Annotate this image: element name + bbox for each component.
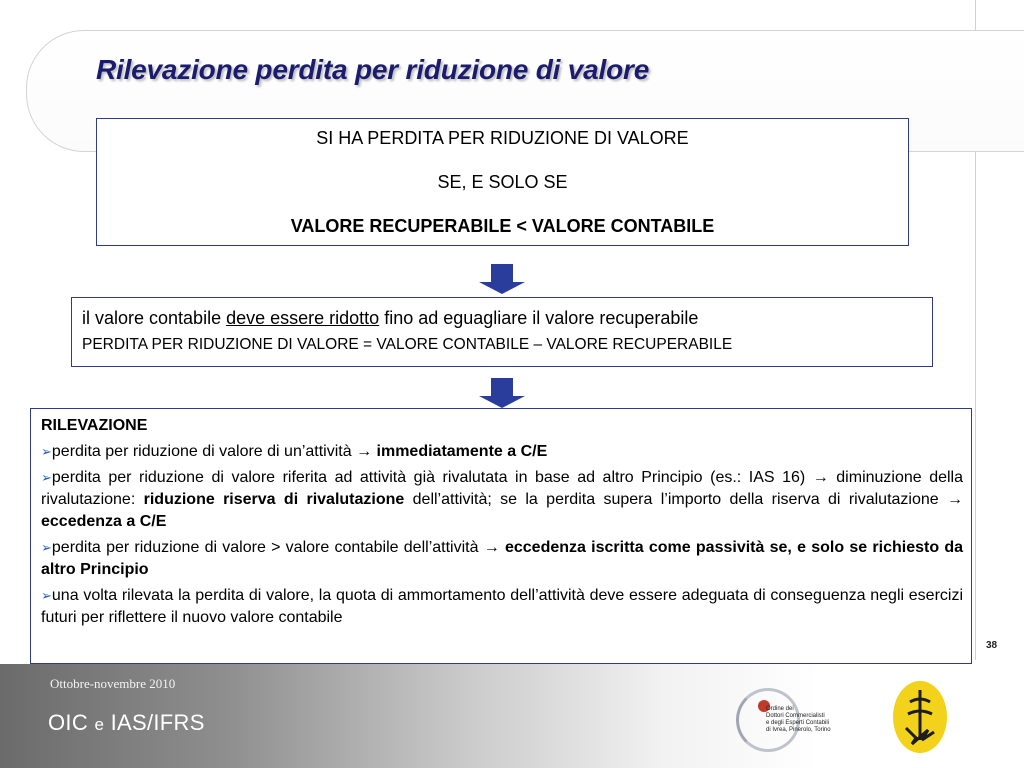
footer-brand-e: e xyxy=(94,715,105,734)
bullet-arrow-icon: ➢ xyxy=(41,470,52,485)
reduction-sentence xyxy=(82,306,932,330)
footer-brand-oic: OIC xyxy=(48,710,95,735)
right-arrow-icon: → xyxy=(483,539,505,556)
reduction-sentence-end: fino ad eguagliare il valore recuperabile xyxy=(379,308,699,328)
emblem-logo-icon xyxy=(892,680,948,754)
condition-line-2: SE, E SOLO SE xyxy=(437,172,568,192)
footer-brand xyxy=(48,710,205,736)
point-2-mid: diminuzione della rivalutazione: xyxy=(41,469,964,508)
recognition-box xyxy=(30,408,972,664)
bullet-arrow-icon: ➢ xyxy=(41,444,52,459)
point-2-bold-2: eccedenza a C/E xyxy=(41,513,167,530)
page-number: 38 xyxy=(986,640,998,651)
recognition-heading: RILEVAZIONE xyxy=(41,417,148,434)
recognition-point-3 xyxy=(41,537,963,581)
condition-line-1: SI HA PERDITA PER RIDUZIONE DI VALORE xyxy=(316,128,689,148)
reduction-sentence-start: il valore contabile xyxy=(82,308,227,328)
right-arrow-icon: → xyxy=(812,469,829,486)
condition-line-3: VALORE RECUPERABILE < VALORE CONTABILE xyxy=(290,216,715,236)
point-3-text: perdita per riduzione di valore > valore contabile dell’attività xyxy=(51,539,484,556)
recognition-point-4 xyxy=(41,585,963,629)
bullet-arrow-icon: ➢ xyxy=(41,540,52,555)
reduction-box xyxy=(71,297,933,367)
down-arrow-icon xyxy=(479,378,525,408)
point-1-text: perdita per riduzione di valore di un’attività xyxy=(51,443,357,460)
footer-brand-ias: IAS/IFRS xyxy=(104,710,205,735)
recognition-point-2 xyxy=(41,467,963,533)
reduction-sentence-underlined: deve essere ridotto xyxy=(226,308,380,328)
right-arrow-icon: → xyxy=(947,491,964,508)
point-2-text: perdita per riduzione di valore riferita ad attività già rivalutata in base ad altro Principio (es.: IAS 16) xyxy=(51,469,813,486)
point-4-text: una volta rilevata la perdita di valore, la quota di ammortamento dell’attività deve essere adeguata di conseguenza negli esercizi futuri per riflettere il nuovo valore contabile xyxy=(41,587,963,626)
point-1-bold: immediatamente a C/E xyxy=(376,443,548,460)
order-logo xyxy=(736,684,846,760)
recognition-point-1 xyxy=(41,441,963,463)
order-logo-text: Ordine dei Dottori Commercialisti e degli Esperti Contabili di Ivrea, Pinerolo, Torino xyxy=(766,706,831,733)
point-3-bold: eccedenza iscritta come passività se, e solo se richiesto da altro Principio xyxy=(41,539,964,578)
point-2-bold: riduzione riserva di rivalutazione xyxy=(143,491,405,508)
right-arrow-icon: → xyxy=(356,443,377,460)
loss-formula: PERDITA PER RIDUZIONE DI VALORE = VALORE CONTABILE – VALORE RECUPERABILE xyxy=(82,336,733,353)
footer-date: Ottobre-novembre 2010 xyxy=(50,676,176,691)
point-2-after: dell’attività; se la perdita supera l’importo della riserva di rivalutazione xyxy=(404,491,948,508)
condition-box xyxy=(96,118,909,246)
bullet-arrow-icon: ➢ xyxy=(41,588,52,603)
down-arrow-icon xyxy=(479,264,525,294)
slide-title: Rilevazione perdita per riduzione di valore xyxy=(96,54,650,85)
